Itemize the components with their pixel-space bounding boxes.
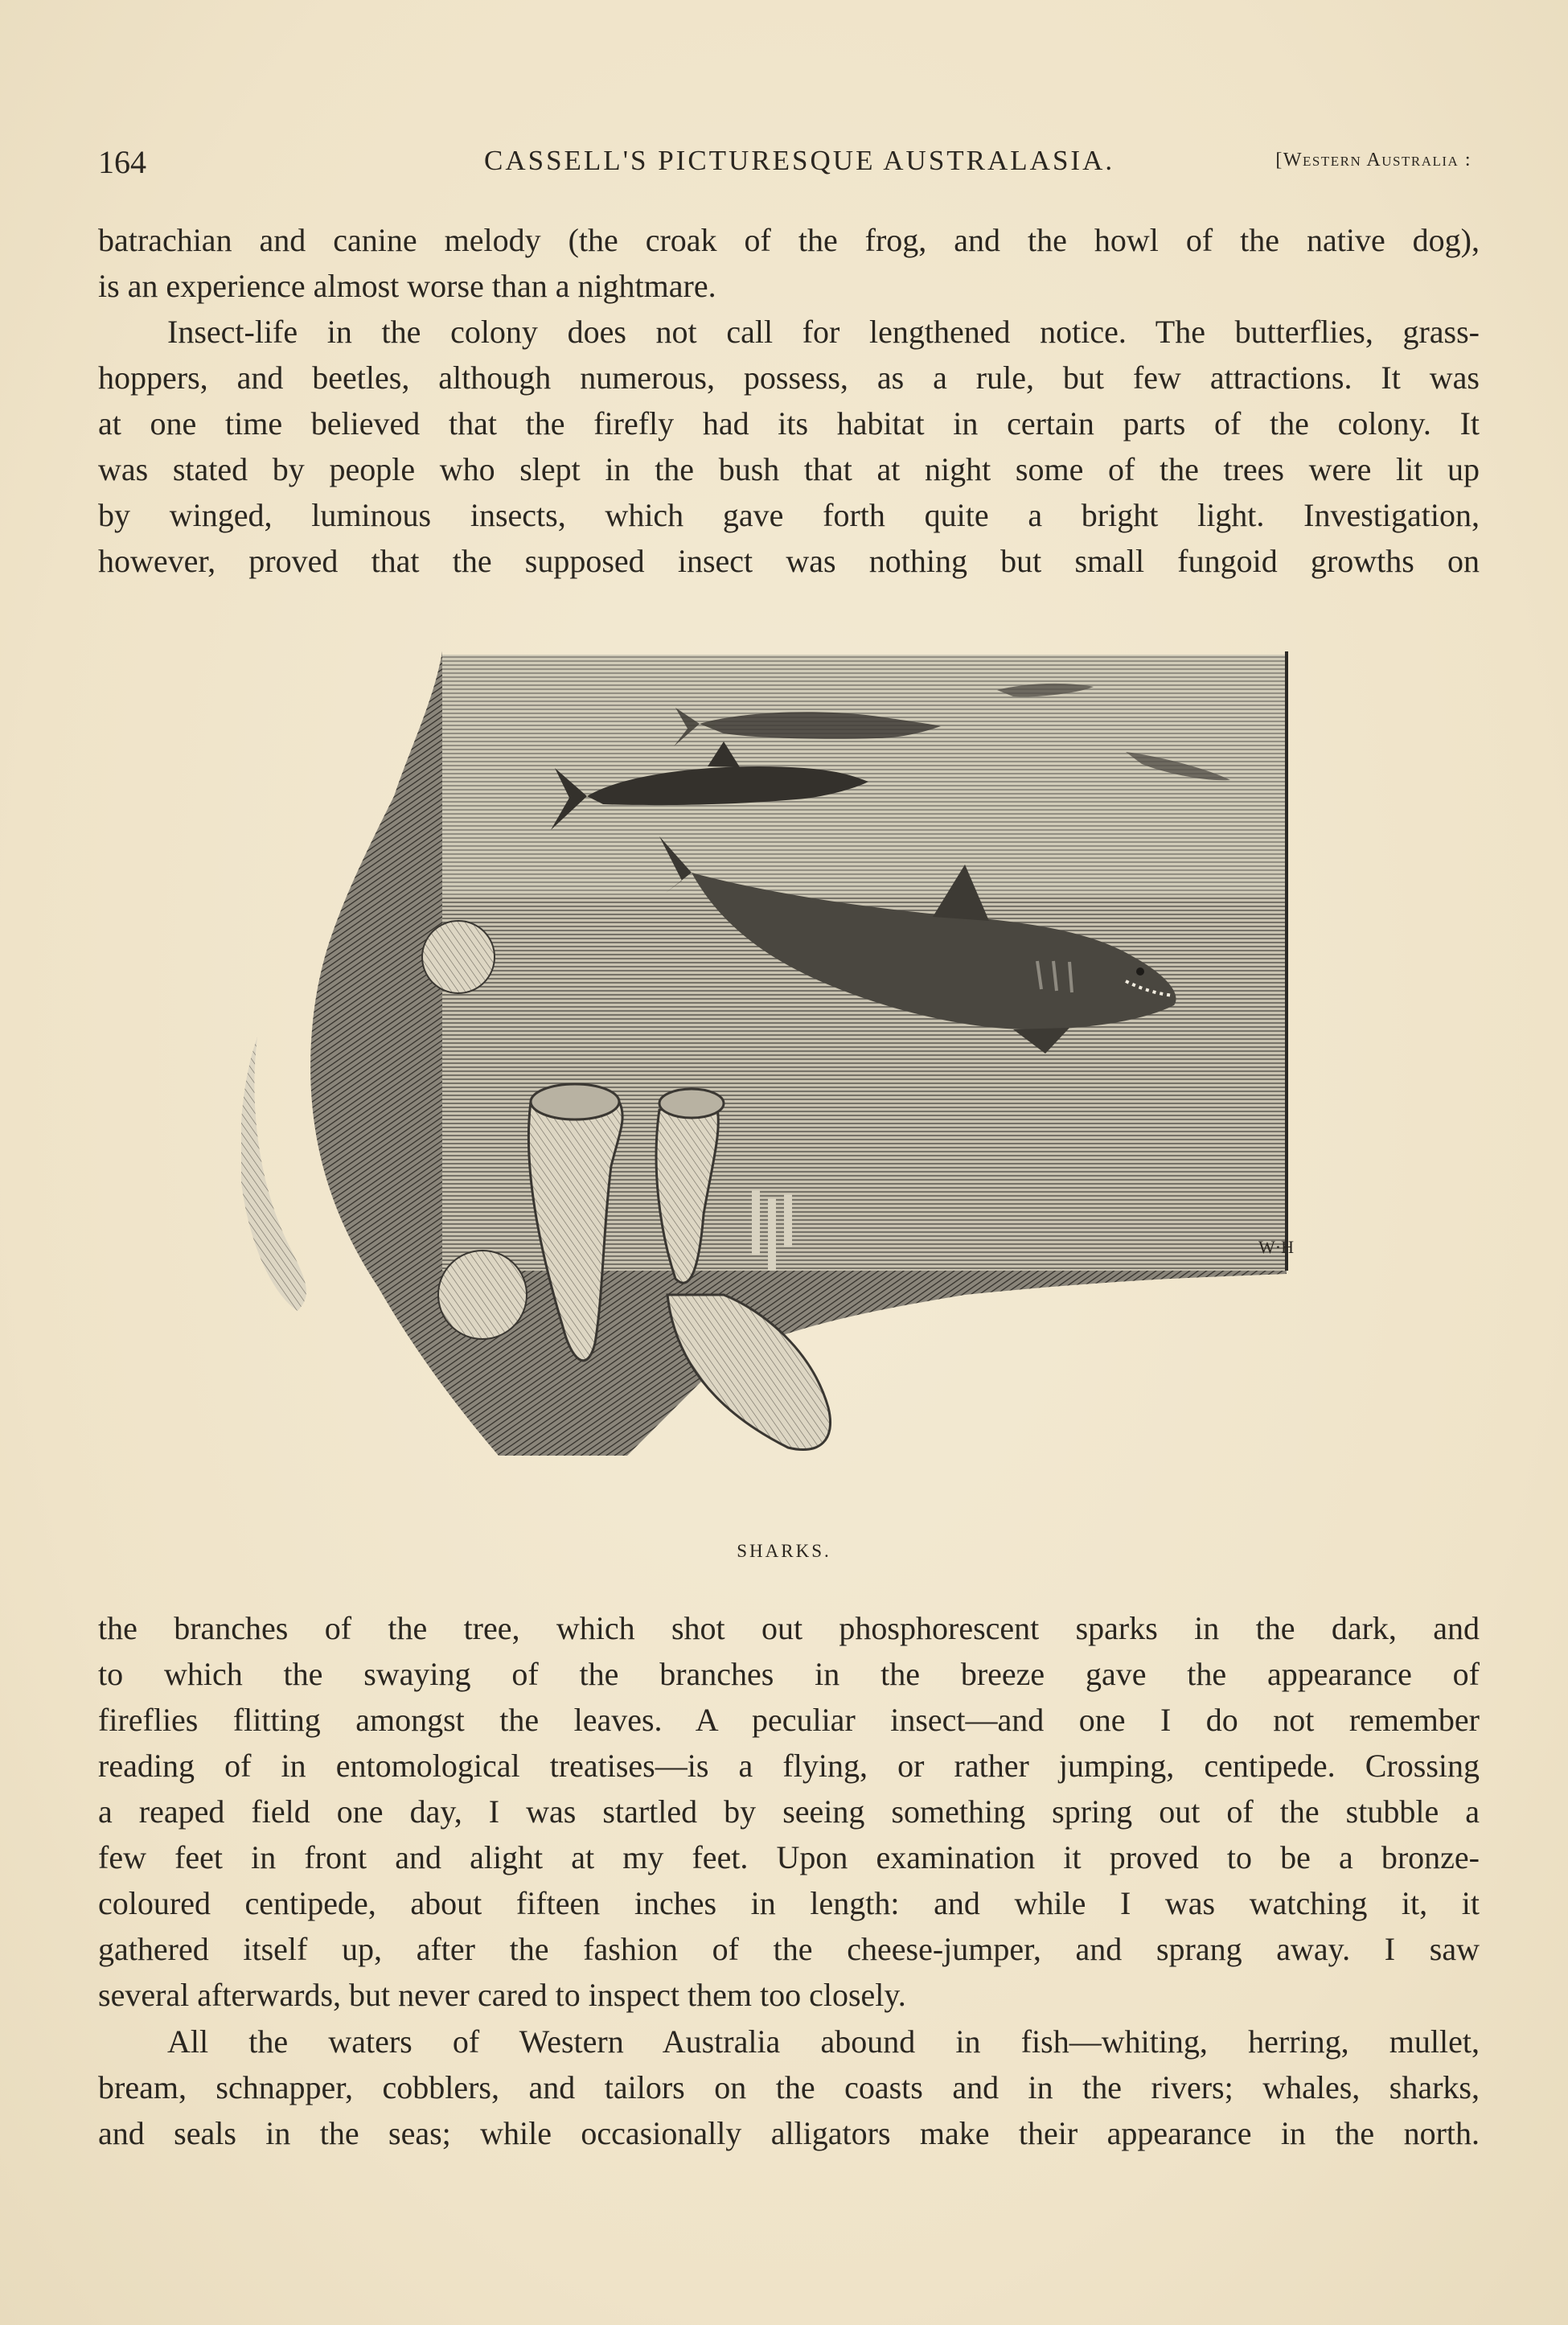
page-number: 164 — [98, 144, 146, 180]
paragraph-waters — [98, 2019, 1480, 2156]
sharks-illustration — [241, 603, 1319, 1528]
text-line: at one time believed that the firefly had its habitat in certain parts of the colony. It — [98, 405, 1480, 442]
sharks-engraving — [241, 603, 1319, 1528]
figure-caption: SHARKS. — [737, 1541, 831, 1561]
text-line: fireflies flitting amongst the leaves. A peculiar insect—and one I do not remember — [98, 1702, 1480, 1738]
paragraph-batrachian — [98, 217, 1480, 309]
engraver-mark: W·H — [1258, 1237, 1294, 1257]
text-line: bream, schnapper, cobblers, and tailors on the coasts and in the rivers; whales, sharks, — [98, 2069, 1480, 2105]
text-line: Insect-life in the colony does not call for lengthened notice. The butterflies, grass- — [167, 314, 1480, 350]
text-line: reading of in entomological treatises—is a flying, or rather jumping, centipede. Crossing — [98, 1748, 1480, 1784]
running-title: CASSELL'S PICTURESQUE AUSTRALASIA. — [484, 145, 1115, 176]
text-line: several afterwards, but never cared to inspect them too closely. — [98, 1977, 906, 2013]
text-line: and seals in the seas; while occasionally alligators make their appearance in the north. — [98, 2115, 1480, 2151]
text-line: gathered itself up, after the fashion of the cheese-jumper, and sprang away. I saw — [98, 1931, 1480, 1967]
page-header — [98, 143, 1472, 183]
text-line: batrachian and canine melody (the croak of the frog, and the howl of the native dog), — [98, 222, 1480, 258]
text-line: coloured centipede, about fifteen inches in length: and while I was watching it, it — [98, 1885, 1480, 1921]
paragraph-branches — [98, 1605, 1480, 2018]
text-line: by winged, luminous insects, which gave forth quite a bright light. Investigation, — [98, 497, 1480, 533]
text-line: few feet in front and alight at my feet. Upon examination it proved to be a bronze- — [98, 1839, 1480, 1875]
text-line: All the waters of Western Australia abound in fish—whiting, herring, mullet, — [167, 2023, 1480, 2060]
text-line: is an experience almost worse than a nightmare. — [98, 268, 716, 304]
section-tag: [Western Australia : — [1275, 150, 1472, 170]
paragraph-insect-life — [98, 309, 1480, 584]
text-line: to which the swaying of the branches in the breeze gave the appearance of — [98, 1656, 1480, 1692]
text-line: a reaped field one day, I was startled by seeing something spring out of the stubble a — [98, 1793, 1480, 1830]
text-line: hoppers, and beetles, although numerous, possess, as a rule, but few attractions. It was — [98, 359, 1480, 396]
text-line: however, proved that the supposed insect was nothing but small fungoid growths on — [98, 543, 1480, 579]
text-line: was stated by people who slept in the bush that at night some of the trees were lit up — [98, 451, 1480, 487]
text-line: the branches of the tree, which shot out phosphorescent sparks in the dark, and — [98, 1610, 1480, 1646]
